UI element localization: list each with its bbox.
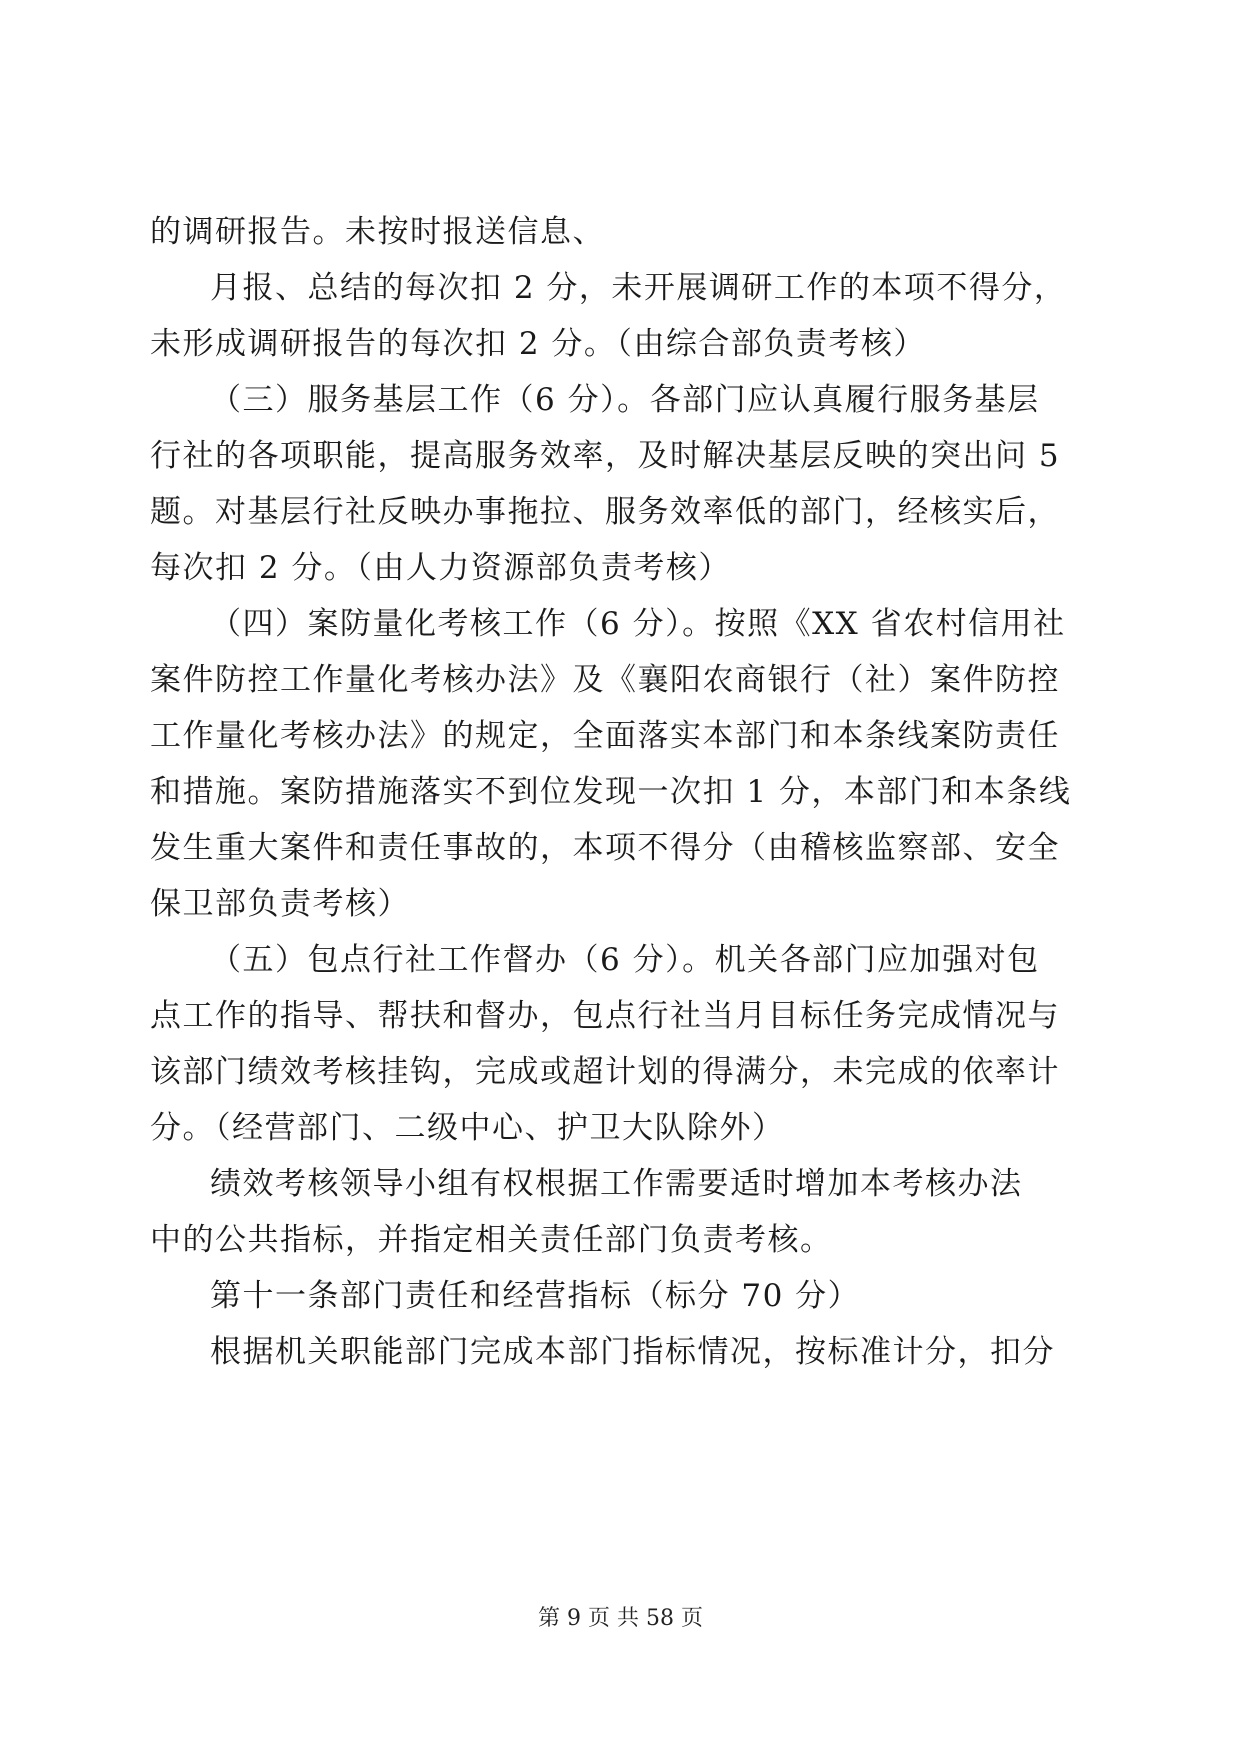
text-line: 根据机关职能部门完成本部门指标情况，按标准计分，扣分 <box>210 1334 1055 1370</box>
text-line: 点工作的指导、帮扶和督办，包点行社当月目标任务完成情况与 <box>150 998 1060 1034</box>
text-line: 绩效考核领导小组有权根据工作需要适时增加本考核办法 <box>210 1166 1023 1202</box>
text-line: 保卫部负责考核） <box>150 886 410 922</box>
text-line: 月报、总结的每次扣 2 分，未开展调研工作的本项不得分， <box>210 270 1067 306</box>
text-line: 第十一条部门责任和经营指标（标分 70 分） <box>210 1278 861 1314</box>
text-line: （五）包点行社工作督办（6 分）。机关各部门应加强对包 <box>210 942 1040 978</box>
text-line: 该部门绩效考核挂钩，完成或超计划的得满分，未完成的依率计 <box>150 1054 1060 1090</box>
text-line: 行社的各项职能，提高服务效率，及时解决基层反映的突出问 5 <box>150 438 1061 474</box>
text-line: 分。（经营部门、二级中心、护卫大队除外） <box>150 1110 785 1146</box>
text-line: （四）案防量化考核工作（6 分）。按照《XX 省农村信用社 <box>210 606 1066 642</box>
text-line: 案件防控工作量化考核办法》及《襄阳农商银行（社）案件防控 <box>150 662 1060 698</box>
page-footer: 第 9 页 共 58 页 <box>538 1606 703 1631</box>
text-line: 发生重大案件和责任事故的，本项不得分（由稽核监察部、安全 <box>150 830 1060 866</box>
text-line: （三）服务基层工作（6 分）。各部门应认真履行服务基层 <box>210 382 1040 418</box>
text-line: 和措施。案防措施落实不到位发现一次扣 1 分，本部门和本条线 <box>150 774 1072 810</box>
text-line: 工作量化考核办法》的规定，全面落实本部门和本条线案防责任 <box>150 718 1060 754</box>
text-line: 的调研报告。未按时报送信息、 <box>150 214 605 250</box>
text-line: 题。对基层行社反映办事拖拉、服务效率低的部门，经核实后， <box>150 494 1060 530</box>
text-line: 未形成调研报告的每次扣 2 分。（由综合部负责考核） <box>150 326 926 362</box>
text-line: 中的公共指标，并指定相关责任部门负责考核。 <box>150 1222 833 1258</box>
text-line: 每次扣 2 分。（由人力资源部负责考核） <box>150 550 731 586</box>
